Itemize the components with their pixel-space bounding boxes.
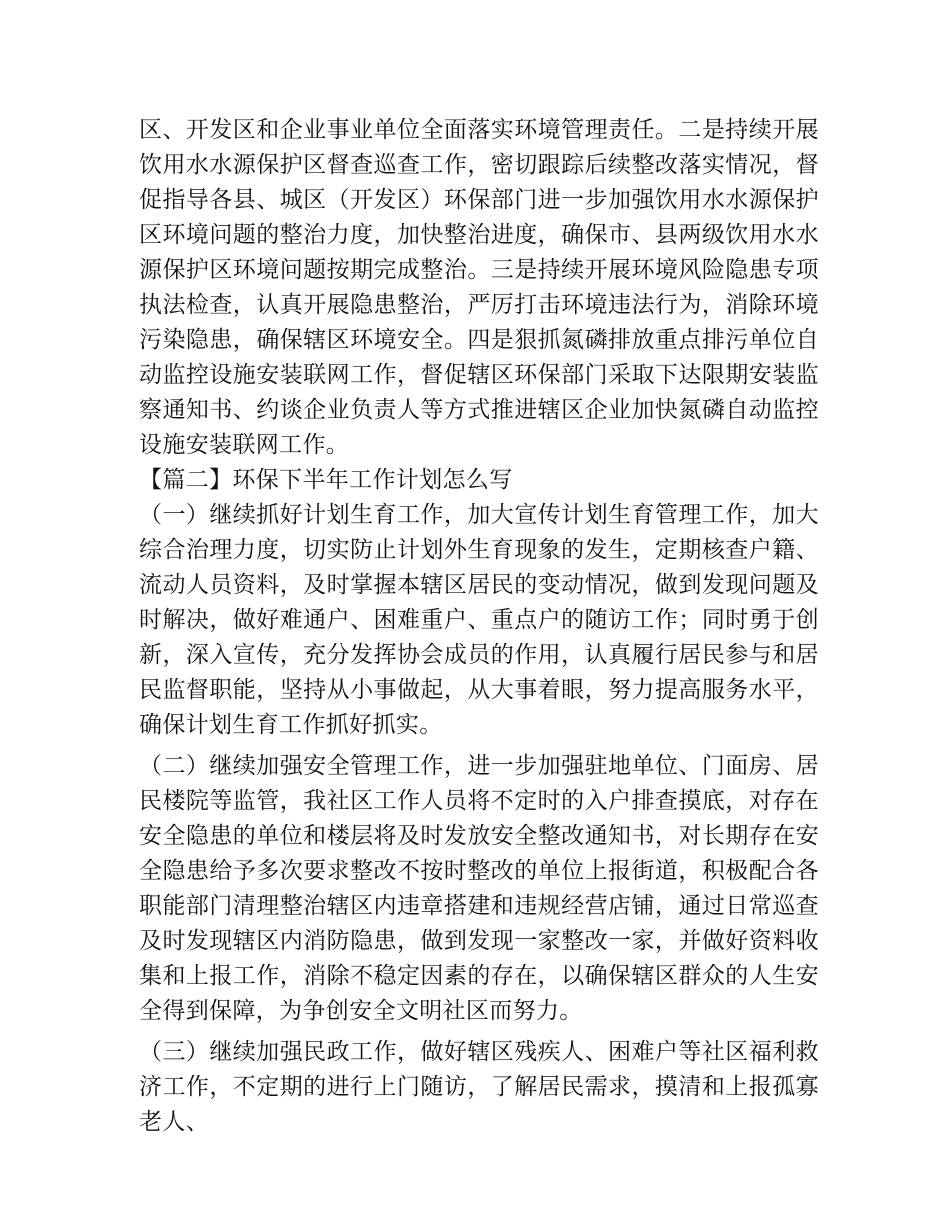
section-heading-part-two: 【篇二】环保下半年工作计划怎么写 bbox=[139, 467, 513, 493]
paragraph-safety-management: （二）继续加强安全管理工作，进一步加强驻地单位、门面房、居民楼院等监管，我社区工作人员将不定时的入户排查摸底，对存在安全隐患的单位和楼层将及时发放安全整改通知书，对长期存在安全隐患给予多次要求整改不按时整改的单位上报街道，积极配合各职能部门清理整治辖区内违章搭建和违规经营店铺，通过日常巡查及时发现辖区内消防隐患，做到发现一家整改一家，并做好资料收集和上报工作，消除不稳定因素的存在，以确保辖区群众的人生安全得到保障，为争创安全文明社区而努力。 bbox=[139, 753, 819, 1024]
document-page bbox=[139, 113, 819, 1140]
paragraph-family-planning: （一）继续抓好计划生育工作，加大宣传计划生育管理工作，加大综合治理力度，切实防止计划外生育现象的发生，定期核查户籍、流动人员资料，及时掌握本辖区居民的变动情况，做到发现问题及时解决，做好难通户、困难重户、重点户的随访工作；同时勇于创新，深入宣传，充分发挥协会成员的作用，认真履行居民参与和居民监督职能，坚持从小事做起，从大事着眼，努力提高服务水平，确保计划生育工作抓好抓实。 bbox=[139, 502, 819, 738]
paragraph-environment-tasks: 区、开发区和企业事业单位全面落实环境管理责任。二是持续开展饮用水水源保护区督查巡查工作，密切跟踪后续整改落实情况，督促指导各县、城区（开发区）环保部门进一步加强饮用水水源保护区环境问题的整治力度，加快整治进度，确保市、县两级饮用水水源保护区环境问题按期完成整治。三是持续开展环境风险隐患专项执法检查，认真开展隐患整治，严厉打击环境违法行为，消除环境污染隐患，确保辖区环境安全。四是狠抓氮磷排放重点排污单位自动监控设施安装联网工作，督促辖区环保部门采取下达限期安装监察通知书、约谈企业负责人等方式推进辖区企业加快氮磷自动监控设施安装联网工作。 bbox=[139, 117, 819, 458]
paragraph-civil-affairs: （三）继续加强民政工作，做好辖区残疾人、困难户等社区福利救济工作，不定期的进行上门随访，了解居民需求，摸清和上报孤寡老人、 bbox=[139, 1039, 819, 1135]
